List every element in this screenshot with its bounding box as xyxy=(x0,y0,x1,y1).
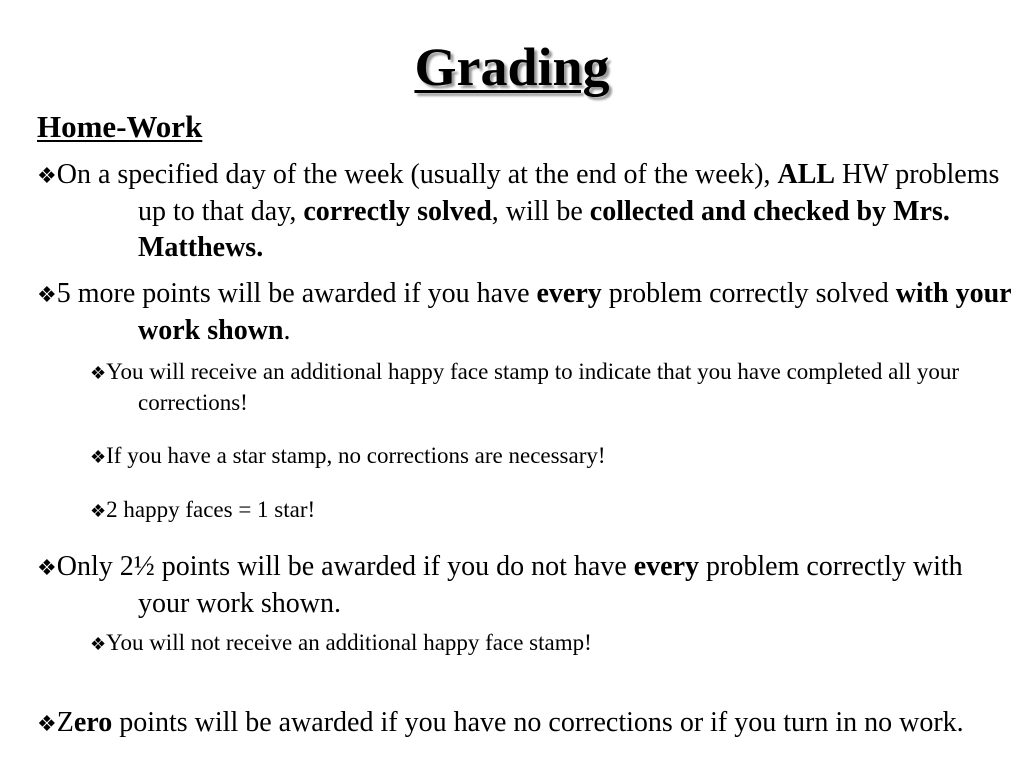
diamond-bullet-icon: ❖ xyxy=(90,363,107,383)
bullet-two-half-points xyxy=(37,549,1017,622)
bullet-text: Only 2½ points will be awarded if you do not have xyxy=(56,551,634,582)
diamond-bullet-icon: ❖ xyxy=(37,163,57,188)
diamond-bullet-icon: ❖ xyxy=(37,282,57,307)
diamond-bullet-icon: ❖ xyxy=(37,711,57,736)
bullet-zero-points xyxy=(37,705,1017,742)
diamond-bullet-icon: ❖ xyxy=(90,447,107,467)
sub-bullet-happy-faces-star xyxy=(90,495,1017,526)
slide-title: Grading xyxy=(414,37,610,97)
bullet-text-bold: collected and checked by Mrs. Matthews. xyxy=(138,196,950,263)
bullet-text: . xyxy=(283,315,291,346)
bullet-text: 5 more points will be awarded if you have xyxy=(56,278,537,309)
bullet-text-bold: ALL xyxy=(777,159,836,190)
diamond-bullet-icon: ❖ xyxy=(90,501,107,521)
bullet-collection xyxy=(37,157,1017,266)
diamond-bullet-icon: ❖ xyxy=(90,634,107,654)
bullet-text-bold: ero xyxy=(73,707,113,738)
bullet-text: points will be awarded if you have no corrections or if you turn in no work. xyxy=(112,707,964,738)
sub-bullet-text: You will receive an additional happy face stamp to indicate that you have completed all your corrections! xyxy=(106,359,960,415)
sub-bullet-star-stamp xyxy=(90,441,1017,472)
bullet-text-bold: every xyxy=(536,278,602,309)
bullet-text-bold: with your work shown xyxy=(138,278,1012,346)
section-heading: Home-Work xyxy=(37,109,203,144)
bullet-text: , will be xyxy=(491,196,590,227)
bullet-text: Z xyxy=(56,707,74,738)
bullet-text: problem correctly solved xyxy=(601,278,896,309)
bullet-list xyxy=(37,157,1017,742)
sub-bullet-happy-face xyxy=(90,357,1017,418)
bullet-text: problem correctly with your work shown. xyxy=(138,551,963,619)
sub-bullet-text: 2 happy faces = 1 star! xyxy=(106,497,316,522)
bullet-text-bold: correctly solved xyxy=(303,196,492,227)
sub-bullet-no-stamp xyxy=(90,628,1017,659)
bullet-text: HW problems up to that day, xyxy=(138,159,1000,227)
bullet-text-bold: every xyxy=(633,551,700,582)
sub-bullet-text: You will not receive an additional happy face stamp! xyxy=(106,630,592,655)
sub-bullet-text: If you have a star stamp, no corrections are necessary! xyxy=(106,443,606,468)
bullet-text: On a specified day of the week (usually at the end of the week), xyxy=(56,159,778,190)
bullet-five-points xyxy=(37,276,1017,349)
diamond-bullet-icon: ❖ xyxy=(37,555,57,580)
